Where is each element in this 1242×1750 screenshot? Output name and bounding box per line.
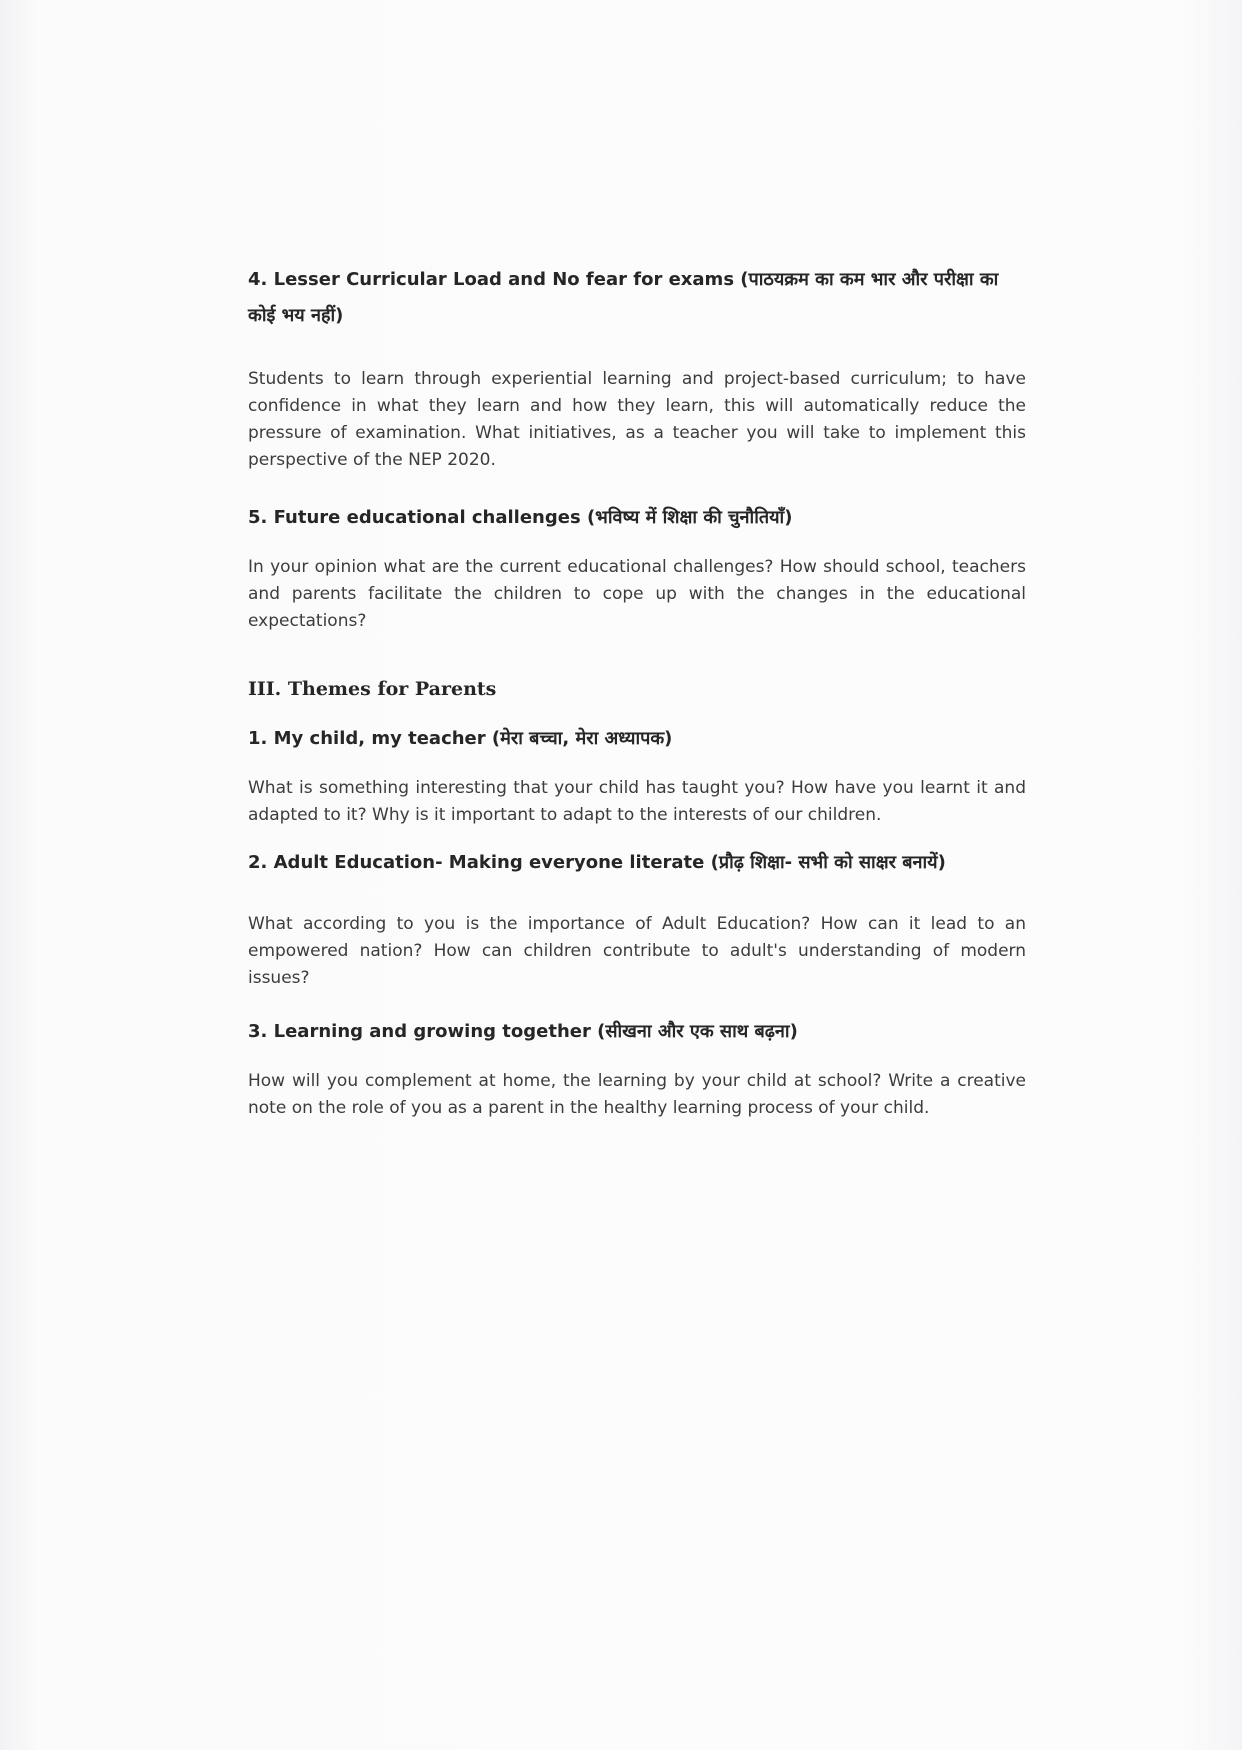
- parents-theme-3-heading: 3. Learning and growing together (सीखना और एक साथ बढ़ना): [248, 1021, 798, 1042]
- parents-theme-2-body: What according to you is the importance of Adult Education? How can it lead to an empowered nation? How can children contribute to adult's understanding of modern issues?: [248, 914, 1026, 988]
- parents-theme-3-body: How will you complement at home, the learning by your child at school? Write a creative note on the role of you as a parent in the healthy learning process of your child.: [248, 1071, 1026, 1118]
- themes-for-parents-title: III. Themes for Parents: [248, 678, 497, 700]
- section-5-body: In your opinion what are the current educational challenges? How should school, teachers and parents facilitate the children to cope up with the changes in the educational expectations?: [248, 557, 1026, 631]
- section-5-heading: 5. Future educational challenges (भविष्य में शिक्षा की चुनौतियाँ): [248, 507, 793, 528]
- parents-theme-1-heading: 1. My child, my teacher (मेरा बच्चा, मेरा अध्यापक): [248, 728, 673, 749]
- parents-theme-1-body: What is something interesting that your child has taught you? How have you learnt it and adapted to it? Why is it important to adapt to the interests of our children.: [248, 778, 1026, 825]
- parents-theme-2-heading: 2. Adult Education- Making everyone literate (प्रौढ़ शिक्षा- सभी को साक्षर बनायें): [248, 852, 946, 873]
- document-content: [248, 262, 1026, 1122]
- section-4-body: Students to learn through experiential learning and project-based curriculum; to have confidence in what they learn and how they learn, this will automatically reduce the pressure of examination. What initiatives, as a teacher you will take to implement this perspective of the NEP 2020.: [248, 369, 1026, 470]
- section-4-heading: 4. Lesser Curricular Load and No fear for exams (पाठयक्रम का कम भार और परीक्षा का कोई भय नहीं): [248, 269, 999, 326]
